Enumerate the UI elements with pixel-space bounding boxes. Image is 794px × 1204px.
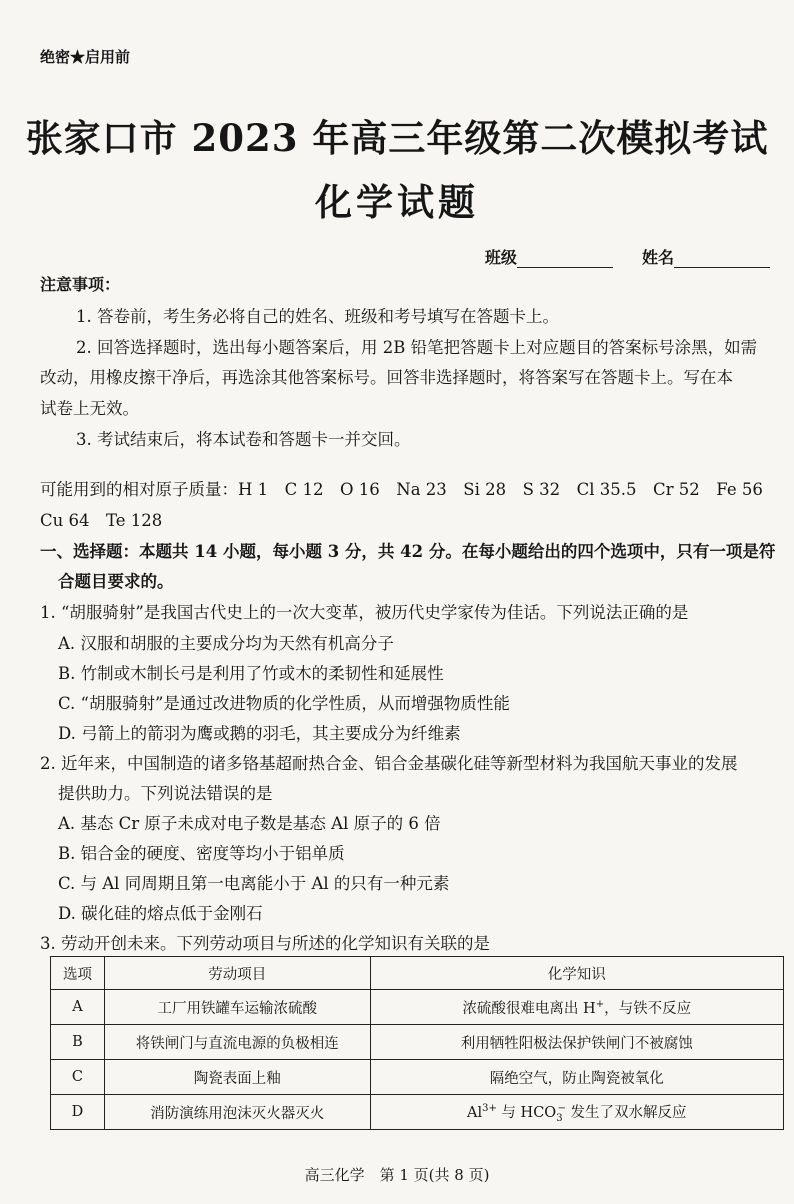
confidential-mark: 绝密★启用前	[40, 48, 131, 66]
class-blank	[517, 267, 613, 268]
q1-stem: 1. “胡服骑射”是我国古代史上的一次大变革，被历代史学家传为佳话。下列说法正确的是	[40, 603, 689, 622]
table-header-row	[51, 957, 784, 990]
q1-option-b: B. 竹制或木制长弓是利用了竹或木的柔韧性和延展性	[58, 664, 444, 683]
class-label: 班级	[484, 248, 517, 267]
exam-title: 张家口市 2023 年高三年级第二次模拟考试	[25, 116, 769, 160]
table-row	[51, 1095, 784, 1130]
row-chem: 隔绝空气，防止陶瓷被氧化	[370, 1060, 783, 1095]
q1-option-d: D. 弓箭上的箭羽为鹰或鹅的羽毛，其主要成分为纤维素	[58, 724, 461, 743]
name-label: 姓名	[641, 248, 674, 267]
row-option: D	[51, 1095, 105, 1130]
row-option: C	[51, 1060, 105, 1095]
header-option: 选项	[51, 957, 105, 990]
q2-option-a: A. 基态 Cr 原子未成对电子数是基态 Al 原子的 6 倍	[58, 814, 441, 833]
q2-option-d: D. 碳化硅的熔点低于金刚石	[58, 904, 263, 923]
q2-option-c: C. 与 Al 同周期且第一电离能小于 Al 的只有一种元素	[58, 874, 450, 893]
q1-option-c: C. “胡服骑射”是通过改进物质的化学性质，从而增强物质性能	[58, 694, 510, 713]
atomic-mass-line-1: 可能用到的相对原子质量：H 1 C 12 O 16 Na 23 Si 28 S 32 Cl 35.5 Cr 52 Fe 56	[40, 480, 763, 499]
name-blank	[674, 267, 770, 268]
notice-item-2-line-3: 试卷上无效。	[40, 399, 139, 418]
atomic-mass-line-2: Cu 64 Te 128	[40, 511, 163, 530]
q1-option-a: A. 汉服和胡服的主要成分均为天然有机高分子	[58, 634, 394, 653]
q2-stem-line-1: 2. 近年来，中国制造的诸多铬基超耐热合金、铝合金基碳化硅等新型材料为我国航天事业的发展	[40, 754, 738, 773]
table-row	[51, 1025, 784, 1060]
row-option: B	[51, 1025, 105, 1060]
table-row	[51, 1060, 784, 1095]
q3-stem: 3. 劳动开创未来。下列劳动项目与所述的化学知识有关联的是	[40, 934, 490, 953]
page-footer: 高三化学 第 1 页(共 8 页)	[304, 1166, 490, 1184]
notice-heading: 注意事项：	[40, 275, 121, 294]
notice-item-2-line-1: 2. 回答选择题时，选出每小题答案后，用 2B 铅笔把答题卡上对应题目的答案标号涂黑，如需	[76, 338, 758, 357]
class-name-fields	[485, 245, 770, 268]
row-labor: 陶瓷表面上釉	[104, 1060, 370, 1095]
notice-item-1: 1. 答卷前，考生务必将自己的姓名、班级和考号填写在答题卡上。	[76, 307, 559, 326]
notice-item-3: 3. 考试结束后，将本试卷和答题卡一并交回。	[76, 430, 411, 449]
row-labor: 工厂用铁罐车运输浓硫酸	[104, 990, 370, 1025]
row-chem: 利用牺牲阳极法保护铁闸门不被腐蚀	[370, 1025, 783, 1060]
q3-table	[50, 956, 784, 1130]
q2-stem-line-2: 提供助力。下列说法错误的是	[58, 784, 273, 803]
table-row	[51, 990, 784, 1025]
row-labor: 将铁闸门与直流电源的负极相连	[104, 1025, 370, 1060]
q2-option-b: B. 铝合金的硬度、密度等均小于铝单质	[58, 844, 345, 863]
notice-item-2-line-2: 改动，用橡皮擦干净后，再选涂其他答案标号。回答非选择题时，将答案写在答题卡上。写在本	[40, 368, 733, 387]
section-heading-line-2: 合题目要求的。	[58, 572, 174, 591]
header-chem: 化学知识	[370, 957, 783, 990]
row-option: A	[51, 990, 105, 1025]
subject-title: 化学试题	[315, 180, 479, 224]
row-chem: $Al^{3+}$ 与 $HCO_3^-$ 发生了双水解反应	[370, 1095, 783, 1130]
header-labor: 劳动项目	[104, 957, 370, 990]
row-labor: 消防演练用泡沫灭火器灭火	[104, 1095, 370, 1130]
section-heading-line-1: 一、选择题：本题共 14 小题，每小题 3 分，共 42 分。在每小题给出的四个选项中，只有一项是符	[40, 542, 776, 561]
row-chem: 浓硫酸很难电离出 H+，与铁不反应	[370, 990, 783, 1025]
